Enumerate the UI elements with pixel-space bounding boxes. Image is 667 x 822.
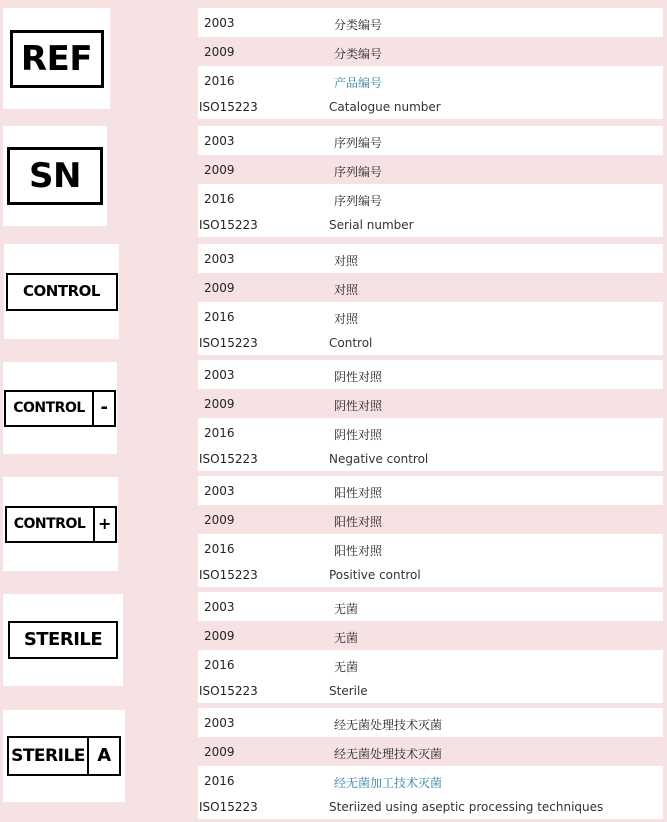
iso-row bbox=[198, 795, 663, 819]
sterile-symbol bbox=[3, 594, 123, 686]
iso-description: Control bbox=[329, 336, 373, 350]
table-row bbox=[198, 766, 663, 795]
table-row bbox=[198, 476, 663, 505]
negative-control-symbol bbox=[3, 362, 117, 454]
year-cell: 2009 bbox=[204, 281, 235, 295]
symbol-text: SN bbox=[29, 156, 81, 196]
table-row bbox=[198, 302, 663, 331]
symbol-text: CONTROL bbox=[13, 516, 86, 532]
year-cell: 2016 bbox=[204, 192, 235, 206]
iso-description: Steriized using aseptic processing techniques bbox=[329, 800, 604, 814]
table-row bbox=[198, 155, 663, 184]
table-row bbox=[198, 360, 663, 389]
table-row bbox=[198, 8, 663, 37]
year-cell: 2009 bbox=[204, 397, 235, 411]
translation-cell: 阴性对照 bbox=[334, 428, 383, 442]
translation-cell: 序列编号 bbox=[334, 136, 383, 150]
translation-cell: 对照 bbox=[334, 283, 359, 297]
iso-label: ISO15223 bbox=[199, 100, 258, 114]
table-row bbox=[198, 126, 663, 155]
translation-cell: 分类编号 bbox=[334, 47, 383, 61]
iso-description: Serial number bbox=[329, 218, 414, 232]
table-row bbox=[198, 418, 663, 447]
translation-cell: 无菌 bbox=[334, 631, 359, 645]
year-cell: 2009 bbox=[204, 745, 235, 759]
iso-label: ISO15223 bbox=[199, 452, 258, 466]
translation-cell: 阳性对照 bbox=[334, 544, 383, 558]
table-row bbox=[198, 708, 663, 737]
translation-cell: 无菌 bbox=[334, 660, 359, 674]
iso-label: ISO15223 bbox=[199, 568, 258, 582]
translation-cell: 经无菌处理技术灭菌 bbox=[334, 718, 443, 732]
translation-cell: 序列编号 bbox=[334, 165, 383, 179]
iso-row bbox=[198, 95, 663, 119]
year-cell: 2003 bbox=[204, 600, 235, 614]
iso-row bbox=[198, 563, 663, 587]
table-row bbox=[198, 592, 663, 621]
year-cell: 2003 bbox=[204, 484, 235, 498]
iso-label: ISO15223 bbox=[199, 218, 258, 232]
translation-cell: 产品编号 bbox=[334, 76, 383, 90]
iso-row bbox=[198, 213, 663, 237]
iso-row bbox=[198, 331, 663, 355]
symbol-text: CONTROL bbox=[23, 282, 100, 300]
symbol-text: STERILE bbox=[23, 629, 103, 650]
symbol-text: REF bbox=[20, 38, 93, 79]
translation-cell: 对照 bbox=[334, 312, 359, 326]
ref-symbol bbox=[3, 8, 110, 109]
year-cell: 2009 bbox=[204, 513, 235, 527]
symbol-text: CONTROL bbox=[13, 400, 85, 416]
translation-cell: 阳性对照 bbox=[334, 486, 383, 500]
year-cell: 2003 bbox=[204, 716, 235, 730]
symbol-suffix: A bbox=[87, 738, 119, 774]
sterile-a-symbol bbox=[3, 710, 125, 802]
symbol-suffix: - bbox=[92, 392, 114, 425]
translation-cell: 阴性对照 bbox=[334, 399, 383, 413]
sn-symbol bbox=[3, 126, 107, 226]
iso-label: ISO15223 bbox=[199, 336, 258, 350]
iso-description: Sterile bbox=[329, 684, 368, 698]
year-cell: 2003 bbox=[204, 134, 235, 148]
table-row bbox=[198, 244, 663, 273]
year-cell: 2016 bbox=[204, 658, 235, 672]
year-cell: 2009 bbox=[204, 629, 235, 643]
table-row bbox=[198, 534, 663, 563]
year-cell: 2009 bbox=[204, 163, 235, 177]
year-cell: 2016 bbox=[204, 74, 235, 88]
table-row bbox=[198, 621, 663, 650]
positive-control-symbol bbox=[3, 477, 118, 571]
table-row bbox=[198, 184, 663, 213]
year-cell: 2016 bbox=[204, 774, 235, 788]
symbol-suffix: + bbox=[93, 508, 115, 541]
table-row bbox=[198, 66, 663, 95]
translation-cell: 对照 bbox=[334, 254, 359, 268]
translation-cell: 经无菌处理技术灭菌 bbox=[334, 747, 443, 761]
translation-cell: 分类编号 bbox=[334, 18, 383, 32]
symbol-text: STERILE bbox=[11, 745, 85, 766]
table-row bbox=[198, 650, 663, 679]
iso-description: Catalogue number bbox=[329, 100, 441, 114]
iso-description: Negative control bbox=[329, 452, 429, 466]
iso-label: ISO15223 bbox=[199, 684, 258, 698]
translation-cell: 阳性对照 bbox=[334, 515, 383, 529]
iso-row bbox=[198, 679, 663, 703]
iso-row bbox=[198, 447, 663, 471]
iso-label: ISO15223 bbox=[199, 800, 258, 814]
year-cell: 2003 bbox=[204, 368, 235, 382]
translation-cell: 阴性对照 bbox=[334, 370, 383, 384]
year-cell: 2016 bbox=[204, 542, 235, 556]
year-cell: 2003 bbox=[204, 16, 235, 30]
translation-cell: 序列编号 bbox=[334, 194, 383, 208]
table-row bbox=[198, 505, 663, 534]
year-cell: 2003 bbox=[204, 252, 235, 266]
table-row bbox=[198, 273, 663, 302]
control-symbol bbox=[4, 244, 119, 339]
table-row bbox=[198, 37, 663, 66]
translation-cell: 经无菌加工技术灭菌 bbox=[334, 776, 443, 790]
translation-cell: 无菌 bbox=[334, 602, 359, 616]
table-row bbox=[198, 389, 663, 418]
year-cell: 2009 bbox=[204, 45, 235, 59]
year-cell: 2016 bbox=[204, 310, 235, 324]
iso-description: Positive control bbox=[329, 568, 421, 582]
year-cell: 2016 bbox=[204, 426, 235, 440]
table-row bbox=[198, 737, 663, 766]
